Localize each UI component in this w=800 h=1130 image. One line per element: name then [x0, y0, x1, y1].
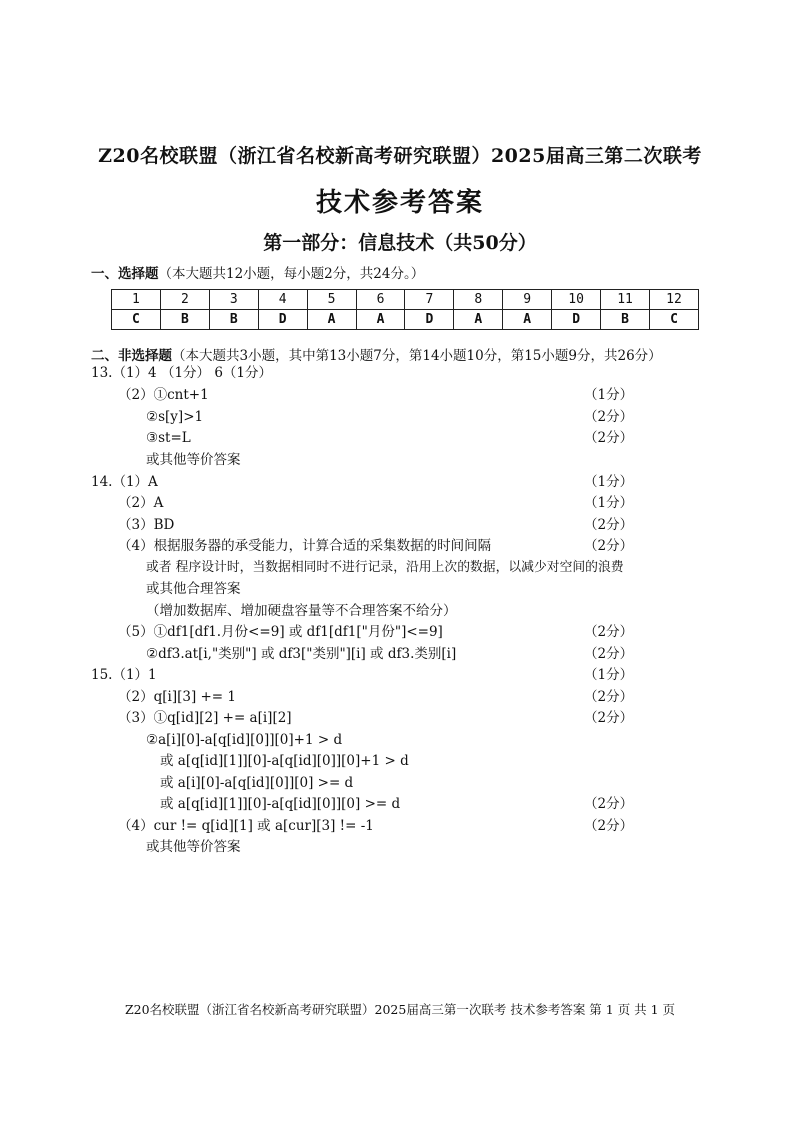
- answer-line: 或其他等价答案: [146, 839, 241, 855]
- answer-line: ③st=L: [146, 430, 191, 446]
- page-footer: Z20名校联盟（浙江省名校新高考研究联盟）2025届高三第一次联考 技术参考答案 第 1 页 共 1 页: [124, 1002, 676, 1017]
- section1-note: （本大题共12小题，每小题2分，共24分。）: [158, 266, 425, 282]
- answer-table: [111, 289, 699, 330]
- question-number: 2: [160, 290, 209, 310]
- answer-line: （4）根据服务器的承受能力，计算合适的采集数据的时间间隔: [118, 538, 492, 554]
- answer-line: （2）A: [118, 495, 164, 511]
- score-label: （1分）: [584, 495, 634, 511]
- section1-title: 一、选择题: [91, 266, 159, 282]
- answer-line: ②df3.at[i,"类别"] 或 df3["类别"][i] 或 df3.类别[i]: [146, 646, 457, 662]
- answer-letter: A: [503, 310, 552, 330]
- score-label: （2分）: [584, 624, 634, 640]
- part-heading: 第一部分：信息技术（共50分）: [263, 232, 537, 254]
- answer-number-row: [112, 290, 699, 310]
- question-number: 8: [454, 290, 503, 310]
- answer-letter: D: [405, 310, 454, 330]
- answer-line: 或 a[i][0]-a[q[id][0]][0] >= d: [160, 775, 354, 791]
- answer-line: 或 a[q[id][1]][0]-a[q[id][0]][0] >= d: [160, 796, 401, 812]
- answer-letter: D: [552, 310, 601, 330]
- score-label: （2分）: [584, 710, 634, 726]
- answer-line: 或其他等价答案: [146, 452, 241, 468]
- question-number: 11: [601, 290, 650, 310]
- score-label: （2分）: [584, 538, 634, 554]
- score-label: （2分）: [584, 430, 634, 446]
- score-label: （2分）: [584, 409, 634, 425]
- answer-line: 15.（1）1: [91, 667, 157, 683]
- answer-letter: A: [307, 310, 356, 330]
- answer-letter: B: [601, 310, 650, 330]
- answer-line: 或其他合理答案: [146, 581, 241, 597]
- score-label: （1分）: [584, 667, 634, 683]
- answer-line: ②s[y]>1: [146, 409, 204, 425]
- question-number: 7: [405, 290, 454, 310]
- answer-line: （4）cur != q[id][1] 或 a[cur][3] != -1: [118, 818, 374, 834]
- answer-line: （3）BD: [118, 517, 175, 533]
- answer-line: 或 a[q[id][1]][0]-a[q[id][0]][0]+1 > d: [160, 753, 409, 769]
- answer-line: （2）①cnt+1: [118, 387, 209, 403]
- answer-line: ②a[i][0]-a[q[id][0]][0]+1 > d: [146, 732, 343, 748]
- answer-letter: D: [258, 310, 307, 330]
- question-number: 6: [356, 290, 405, 310]
- question-number: 12: [649, 290, 698, 310]
- score-label: （1分）: [584, 474, 634, 490]
- section2-note: （本大题共3小题，其中第13小题7分，第14小题10分，第15小题9分，共26分）: [172, 348, 662, 364]
- question-number: 4: [258, 290, 307, 310]
- document-title: Z20名校联盟（浙江省名校新高考研究联盟）2025届高三第二次联考: [98, 145, 702, 167]
- question-number: 9: [503, 290, 552, 310]
- answer-letter-row: [112, 310, 699, 330]
- answer-line: 14.（1）A: [91, 474, 158, 490]
- answer-letter: C: [649, 310, 698, 330]
- section1-heading: [91, 262, 424, 282]
- answer-letter: A: [356, 310, 405, 330]
- answer-line: （5）①df1[df1.月份<=9] 或 df1[df1["月份"]<=9]: [118, 624, 443, 640]
- answer-letter: C: [112, 310, 161, 330]
- score-label: （2分）: [584, 646, 634, 662]
- score-label: （2分）: [584, 517, 634, 533]
- question-number: 5: [307, 290, 356, 310]
- score-label: （2分）: [584, 818, 634, 834]
- answer-letter: B: [160, 310, 209, 330]
- section2-heading: [91, 344, 662, 364]
- score-label: （1分）: [584, 387, 634, 403]
- answer-letter: A: [454, 310, 503, 330]
- score-label: （2分）: [584, 689, 634, 705]
- answer-letter: B: [209, 310, 258, 330]
- score-label: （2分）: [584, 796, 634, 812]
- question-number: 10: [552, 290, 601, 310]
- answer-line: 13.（1）4 （1分） 6（1分）: [91, 365, 272, 381]
- section2-title: 二、非选择题: [91, 348, 172, 364]
- answer-line: 或者 程序设计时，当数据相同时不进行记录，沿用上次的数据，以减少对空间的浪费: [146, 560, 624, 575]
- document-subtitle: 技术参考答案: [315, 188, 484, 218]
- question-number: 3: [209, 290, 258, 310]
- answer-line: （3）①q[id][2] += a[i][2]: [118, 710, 292, 726]
- answer-line: （2）q[i][3] += 1: [118, 689, 236, 705]
- answer-line: （增加数据库、增加硬盘容量等不合理答案不给分）: [146, 603, 457, 619]
- question-number: 1: [112, 290, 161, 310]
